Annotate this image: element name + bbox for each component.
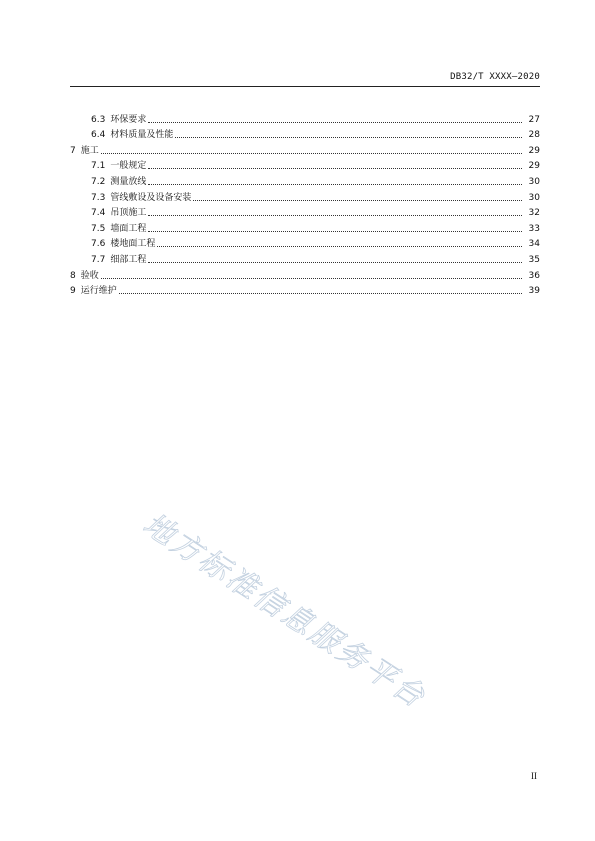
- page-number: II: [531, 771, 537, 781]
- toc-entry-number: 7.3: [91, 192, 106, 203]
- toc-entry-title: 材料质量及性能: [110, 130, 174, 141]
- toc-entry-page: 36: [528, 270, 540, 281]
- toc-entry[interactable]: [0, 187, 595, 203]
- toc-entry-page: 30: [528, 176, 540, 187]
- toc-entry-page: 32: [528, 208, 540, 219]
- toc-entry[interactable]: [0, 125, 595, 141]
- toc-entry-page: 29: [528, 145, 540, 156]
- toc-entry[interactable]: [0, 140, 595, 156]
- toc-entry-number: 6.4: [91, 130, 106, 141]
- toc-entry-number: 7.5: [91, 223, 106, 234]
- toc-dot-leader: [119, 293, 522, 294]
- toc-entry[interactable]: [0, 156, 595, 172]
- toc-dot-leader: [101, 153, 522, 154]
- toc-entry-number: 7.4: [91, 208, 106, 219]
- toc-entry-title: 环保要求: [110, 114, 147, 125]
- toc-entry-page: 29: [528, 161, 540, 172]
- toc-entry[interactable]: [0, 281, 595, 297]
- toc-entry-number: 6.3: [91, 114, 106, 125]
- toc-entry[interactable]: [0, 171, 595, 187]
- toc-entry[interactable]: [0, 265, 595, 281]
- toc-entry[interactable]: [0, 249, 595, 265]
- toc-entry-title: 运行维护: [80, 286, 117, 297]
- toc-entry-page: 39: [528, 286, 540, 297]
- toc-dot-leader: [148, 231, 522, 232]
- toc-entry-page: 35: [528, 254, 540, 265]
- toc-dot-leader: [148, 168, 522, 169]
- toc-dot-leader: [101, 278, 522, 279]
- document-code: DB32/T XXXX—2020: [450, 72, 540, 82]
- toc-entry-title: 验收: [80, 270, 99, 281]
- toc-dot-leader: [157, 246, 522, 247]
- toc-entry-number: 7.7: [91, 254, 106, 265]
- toc-entry-number: 9: [70, 286, 76, 297]
- toc-entry-title: 管线敷设及设备安装: [110, 192, 192, 203]
- toc-entry-page: 34: [528, 239, 540, 250]
- toc-entry-number: 7.2: [91, 176, 106, 187]
- toc-entry-title: 测量放线: [110, 176, 147, 187]
- toc-entry-title: 施工: [80, 145, 99, 156]
- toc-dot-leader: [148, 122, 522, 123]
- toc-dot-leader: [175, 137, 522, 138]
- toc-entry-page: 30: [528, 192, 540, 203]
- toc-dot-leader: [148, 262, 522, 263]
- toc-dot-leader: [148, 184, 522, 185]
- toc-dot-leader: [193, 200, 522, 201]
- toc-entry-title: 一般规定: [110, 161, 147, 172]
- toc-entry[interactable]: [0, 218, 595, 234]
- toc-entry-page: 33: [528, 223, 540, 234]
- toc-entry-title: 吊顶施工: [110, 208, 147, 219]
- toc-entry-number: 7.6: [91, 239, 106, 250]
- toc-entry-title: 墙面工程: [110, 223, 147, 234]
- toc-entry-number: 7: [70, 145, 76, 156]
- toc-entry-title: 楼地面工程: [110, 239, 156, 250]
- toc-entry-title: 细部工程: [110, 254, 147, 265]
- toc-entry[interactable]: [0, 203, 595, 219]
- toc-entry-page: 28: [528, 130, 540, 141]
- watermark: 地方标准信息服务平台: [136, 506, 433, 716]
- toc-entry-number: 8: [70, 270, 76, 281]
- toc-entry-number: 7.1: [91, 161, 106, 172]
- table-of-contents: [0, 109, 595, 296]
- toc-entry-page: 27: [528, 114, 540, 125]
- toc-entry[interactable]: [0, 234, 595, 250]
- header-divider: [70, 86, 540, 87]
- toc-entry[interactable]: [0, 109, 595, 125]
- toc-dot-leader: [148, 215, 522, 216]
